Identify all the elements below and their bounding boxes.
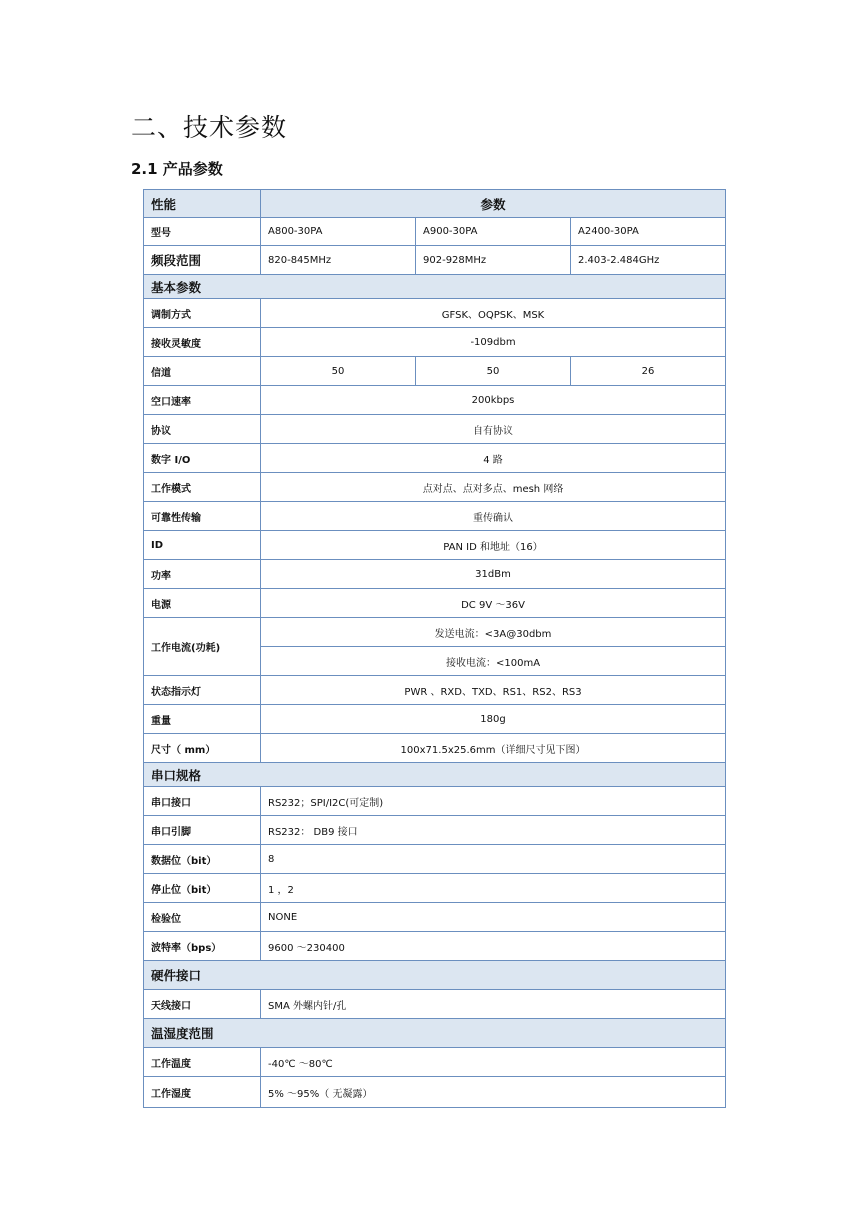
table-row-frequency (144, 246, 726, 275)
cell-value: 100x71.5x25.6mm（详细尺寸见下图） (261, 734, 726, 763)
row-label: 可靠性传输 (144, 502, 261, 531)
section-row-basic (144, 275, 726, 299)
cell-value: 重传确认 (261, 502, 726, 531)
row-label: 天线接口 (144, 990, 261, 1019)
table-row (144, 903, 726, 932)
table-row (144, 560, 726, 589)
table-row (144, 502, 726, 531)
section-row-hardware (144, 961, 726, 990)
cell-value: 902-928MHz (416, 246, 571, 275)
table-row (144, 874, 726, 903)
cell-value: 26 (571, 357, 726, 386)
section-row-environment (144, 1019, 726, 1048)
table-row (144, 357, 726, 386)
table-row (144, 705, 726, 734)
row-label: 调制方式 (144, 299, 261, 328)
section-heading: 硬件接口 (144, 961, 726, 990)
row-label: 频段范围 (144, 246, 261, 275)
row-label: ID (144, 531, 261, 560)
table-row (144, 990, 726, 1019)
row-label: 空口速率 (144, 386, 261, 415)
table-row (144, 589, 726, 618)
cell-value: NONE (261, 903, 726, 932)
page-title: 二、技术参数 (131, 113, 288, 142)
table-row (144, 734, 726, 763)
row-label: 数字 I/O (144, 444, 261, 473)
cell-value: A2400-30PA (571, 218, 726, 246)
cell-value: 31dBm (261, 560, 726, 589)
cell-value: 2.403-2.484GHz (571, 246, 726, 275)
table-header-row (144, 190, 726, 218)
table-row (144, 299, 726, 328)
header-parameters: 参数 (261, 190, 726, 218)
section-heading: 基本参数 (144, 275, 726, 299)
cell-value: 发送电流：<3A@30dbm (261, 618, 726, 647)
cell-value: 50 (261, 357, 416, 386)
table-row (144, 1048, 726, 1077)
cell-value: 5% ～95%（ 无凝露） (261, 1077, 726, 1108)
table-row-model (144, 218, 726, 246)
cell-value: 自有协议 (261, 415, 726, 444)
table-row (144, 816, 726, 845)
table-row (144, 618, 726, 647)
cell-value: 1 ，2 (261, 874, 726, 903)
row-label: 工作电流(功耗) (144, 618, 261, 676)
cell-value: A800-30PA (261, 218, 416, 246)
cell-value: RS232： DB9 接口 (261, 816, 726, 845)
cell-value: 接收电流：<100mA (261, 647, 726, 676)
cell-value: 180g (261, 705, 726, 734)
table-row (144, 787, 726, 816)
table-row (144, 676, 726, 705)
table-row (144, 932, 726, 961)
row-label: 工作温度 (144, 1048, 261, 1077)
row-label: 串口接口 (144, 787, 261, 816)
cell-value: 820-845MHz (261, 246, 416, 275)
table-row (144, 415, 726, 444)
row-label: 功率 (144, 560, 261, 589)
cell-value: -109dbm (261, 328, 726, 357)
row-label: 尺寸（ mm） (144, 734, 261, 763)
cell-value: 9600 ～230400 (261, 932, 726, 961)
table-row (144, 473, 726, 502)
row-label: 数据位（bit） (144, 845, 261, 874)
cell-value: PAN ID 和地址（16） (261, 531, 726, 560)
table-row (144, 1077, 726, 1108)
row-label: 状态指示灯 (144, 676, 261, 705)
row-label: 电源 (144, 589, 261, 618)
row-label: 型号 (144, 218, 261, 246)
cell-value: -40℃ ～80℃ (261, 1048, 726, 1077)
table-row (144, 531, 726, 560)
section-title: 2.1 产品参数 (131, 160, 223, 178)
row-label: 协议 (144, 415, 261, 444)
table-row (144, 386, 726, 415)
row-label: 串口引脚 (144, 816, 261, 845)
table-row (144, 444, 726, 473)
cell-value: PWR 、RXD、TXD、RS1、RS2、RS3 (261, 676, 726, 705)
section-heading: 温湿度范围 (144, 1019, 726, 1048)
cell-value: 200kbps (261, 386, 726, 415)
cell-value: GFSK、OQPSK、MSK (261, 299, 726, 328)
cell-value: 8 (261, 845, 726, 874)
parameter-table (143, 189, 726, 1108)
header-performance: 性能 (144, 190, 261, 218)
row-label: 接收灵敏度 (144, 328, 261, 357)
table-row (144, 328, 726, 357)
row-label: 重量 (144, 705, 261, 734)
row-label: 信道 (144, 357, 261, 386)
cell-value: RS232；SPI/I2C(可定制) (261, 787, 726, 816)
cell-value: SMA 外螺内针/孔 (261, 990, 726, 1019)
table-row (144, 845, 726, 874)
row-label: 工作模式 (144, 473, 261, 502)
section-heading: 串口规格 (144, 763, 726, 787)
cell-value: DC 9V ～36V (261, 589, 726, 618)
row-label: 波特率（bps） (144, 932, 261, 961)
cell-value: 50 (416, 357, 571, 386)
cell-value: A900-30PA (416, 218, 571, 246)
row-label: 停止位（bit） (144, 874, 261, 903)
row-label: 工作湿度 (144, 1077, 261, 1108)
row-label: 检验位 (144, 903, 261, 932)
section-row-serial (144, 763, 726, 787)
cell-value: 点对点、点对多点、mesh 网络 (261, 473, 726, 502)
cell-value: 4 路 (261, 444, 726, 473)
